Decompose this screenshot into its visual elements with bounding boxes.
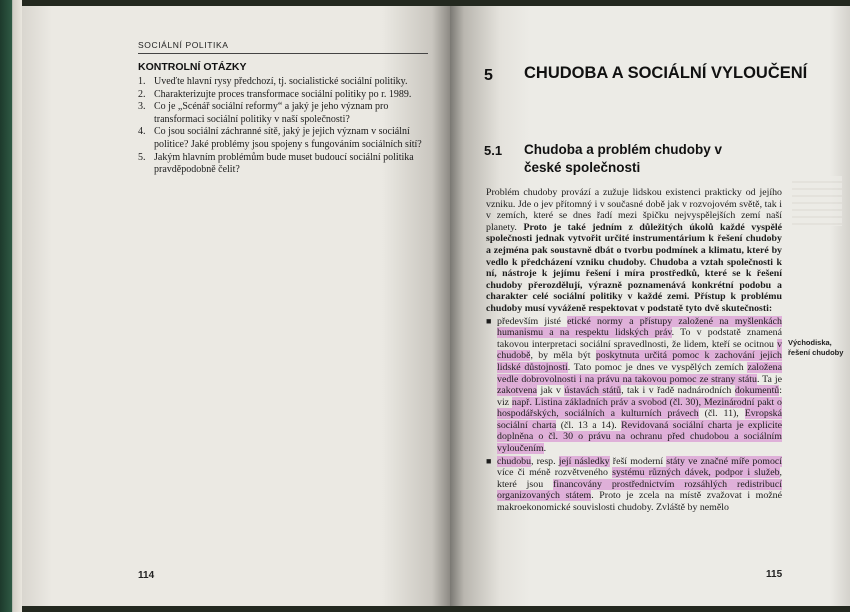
intro-bold: Proto je také jedním z důležitých úkolů každé vyspělé společnosti jednak vytvořit určité instrumentárium k řešení chudoby a zejména pak soustavně dbát o tvorbu podmínek a klimatu, které by vedlo k předcházení vzniku chudoby. Chudoba a vztah společnosti k ní, nástroje k jejímu řešení i míra prostředků, které se k řešení chudoby přerozdělují, výrazně poznamenává konkrétní podobu a charakter celé sociální politiky v každé zemi. Přístup k problému chudoby musí vyváženě respektovat v podstatě tyto dvě skutečnosti: bbox=[486, 221, 782, 314]
question-number: 5. bbox=[138, 151, 146, 163]
bullet-text: chudobu, resp. její následky řeší moderní státy ve značné míře pomocí více či méně rozvětveného systému různých dávek, podpor i služeb, které jsou financovány prostřednictvím rozsáhlých redistribucí organizovaných státem. Proto je zcela na místě zvažovat i možné makroekonomické souvislosti chudoby. Zvláště by nemělo bbox=[497, 455, 783, 514]
question-item bbox=[138, 152, 434, 177]
bleed-through-text bbox=[792, 176, 842, 226]
highlight: v chudobě bbox=[497, 338, 782, 362]
question-text: Co jsou sociální záchranné sítě, jaký je jejich význam v sociální politice? Jaké problémy jsou spojeny s fungováním sociálních sítí? bbox=[154, 126, 422, 150]
question-text: Uveďte hlavní rysy předchozí, tj. socialistické sociální politiky. bbox=[154, 76, 408, 87]
question-item bbox=[138, 76, 434, 89]
running-head: SOCIÁLNÍ POLITIKA bbox=[138, 40, 229, 50]
bullet-item bbox=[486, 456, 782, 514]
highlight: zakotvena bbox=[497, 385, 538, 397]
highlight: její následky bbox=[558, 455, 610, 467]
chapter-title: CHUDOBA A SOCIÁLNÍ VYLOUČENÍ bbox=[524, 64, 808, 82]
highlight: dokumentů bbox=[734, 385, 780, 397]
question-text: Jakým hlavním problémům bude muset budoucí sociální politika pravděpodobně čelit? bbox=[154, 151, 414, 176]
bullet-marker: ■ bbox=[486, 315, 492, 326]
body-text bbox=[486, 187, 782, 514]
section-number: 5.1 bbox=[484, 143, 503, 158]
highlight: financovány prostřednictvím rozsáhlých redistribucí organizovaných státem bbox=[497, 478, 782, 502]
page-number-right: 115 bbox=[766, 569, 783, 580]
question-text: Co je „Scénář sociální reformy“ a jaký je jeho význam pro transformaci sociální politiky v naší společnosti? bbox=[154, 101, 389, 125]
highlight: např. Listina základních práv a svobod (čl. 30), Mezinárodní pakt o hospodářských, sociálních a kulturních právech bbox=[497, 396, 782, 420]
right-page bbox=[450, 6, 850, 606]
highlight: systému různých dávek, podpor i služeb bbox=[612, 467, 780, 479]
highlight: chudobu bbox=[497, 455, 532, 467]
question-number: 4. bbox=[138, 126, 146, 138]
page-number-left: 114 bbox=[138, 570, 155, 581]
section-title: Chudoba a problém chudoby v české společnosti bbox=[524, 142, 723, 175]
question-item bbox=[138, 126, 434, 151]
question-item bbox=[138, 101, 434, 126]
intro-plain: Problém chudoby provází a zužuje lidskou existenci prakticky od jejího vzniku. Jde o jev přítomný i v současné době jak v rozvojovém světě, tak i v zemích, které se dnes řadí mezi špičku nejvyspělejších zemí naší planety. bbox=[486, 187, 782, 233]
questions-list bbox=[138, 76, 434, 177]
intro-paragraph bbox=[486, 187, 782, 315]
question-number: 2. bbox=[138, 88, 146, 100]
bullet-text: především jisté etické normy a přístupy založené na myšlenkách humanismu a na respektu lidských práv. To v podstatě znamená takovou interpretaci sociální spravedlnosti, že lidem, kteří se ocitnou v chudobě, by měla být poskytnuta určitá pomoc k zachování jejich lidské důstojnosti. Tato pomoc je dnes ve vyspělých zemích založena vedle dobrovolnosti i na právu na takovou pomoc ze strany státu. Ta je zakotvena jak v ústavách států, tak i v řadě nadnárodních dokumentů: viz např. Listina základních práv a svobod (čl. 30), Mezinárodní pakt o hospodářských, sociálních a kulturních právech (čl. 11), Evropská sociální charta (čl. 13 a 14). Revidovaná sociální charta je explicite doplněna o čl. 30 o právu na ochranu před chudobou a sociálním vyloučením. bbox=[497, 315, 783, 455]
highlight: ústavách států bbox=[564, 385, 622, 397]
question-item bbox=[138, 89, 434, 102]
question-number: 3. bbox=[138, 101, 146, 113]
highlight: založena vedle dobrovolnosti i na právu na takovou pomoc ze strany státu bbox=[497, 361, 783, 385]
questions-title: KONTROLNÍ OTÁZKY bbox=[138, 61, 247, 73]
book-spine-edge bbox=[0, 0, 22, 612]
margin-note: Východiska, řešení chudoby bbox=[788, 338, 844, 357]
question-text: Charakterizujte proces transformace sociální politiky po r. 1989. bbox=[154, 88, 412, 100]
header-rule bbox=[138, 53, 428, 54]
left-page bbox=[22, 6, 450, 606]
highlight: Revidovaná sociální charta je explicite doplněna o čl. 30 o právu na ochranu před chudobou a sociálním vyloučením bbox=[497, 419, 782, 455]
highlight: Evropská sociální charta bbox=[497, 408, 782, 431]
highlight: státy ve značné míře pomocí bbox=[666, 455, 783, 467]
highlight: poskytnuta určitá pomoc k zachování jejich lidské důstojnosti bbox=[497, 350, 782, 373]
bullet-marker: ■ bbox=[486, 455, 492, 466]
chapter-number: 5 bbox=[484, 67, 493, 84]
highlight: etické normy a přístupy založené na myšlenkách humanismu a na respektu lidských práv bbox=[497, 315, 782, 339]
bullet-item bbox=[486, 316, 782, 455]
question-number: 1. bbox=[138, 76, 146, 87]
